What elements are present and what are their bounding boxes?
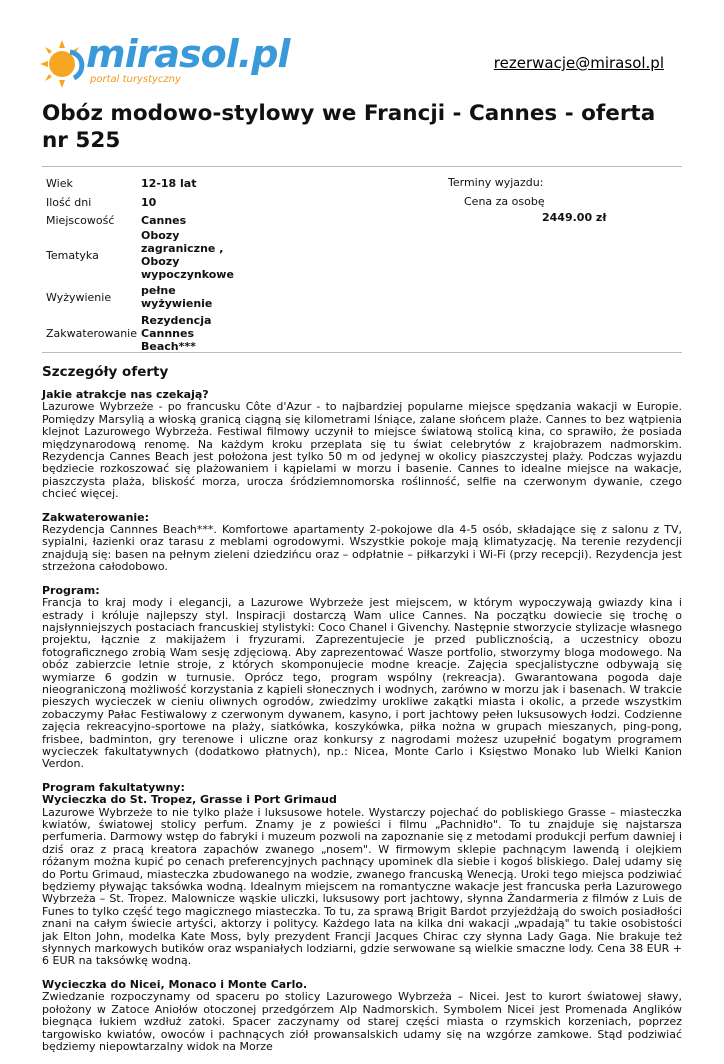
info-key: Zakwaterowanie xyxy=(46,326,138,340)
section-text: Zwiedzanie rozpoczynamy od spaceru po stolicy Lazurowego Wybrzeża – Nicei. Jest to kurort światowej sławy, położony w Zatoce Aniołów otoczonej przedgórzem Alp Nadmorskich. Symbolem Nicei jest Promenada Anglików biegnąca łukiem wzdłuż zatoki. Spacer zaczynamy od starej części miasta o rzymskich korzeniach, poprzez targowisko kwiatów, owoców i pachnących ziół prowansalskich udamy się na wzgórze zamkowe. Stąd podziwiać będziemy niepowtarzalny widok na Morze xyxy=(42,990,682,1053)
logo-text: mirasol.pl xyxy=(86,32,290,76)
section-nice-trip xyxy=(42,979,682,1053)
offer-details xyxy=(42,389,682,1064)
info-key: Wyżywienie xyxy=(46,290,112,304)
section-text: Francja to kraj mody i elegancji, a Lazurowe Wybrzeże jest miejscem, w którym wypoczywają gwiazdy kina i estrady i króluje najlepszy styl. Inspiracji dostarczą Wam ulice Cannes. Na początku dowiecie się trochę o najsłynniejszych postaciach francuskiej stylistyki: Coco Chanel i Givenchy. Następnie stworzycie stylizacje własnego projektu, łącznie z makijażem i fryzurami. Zaprezentujecie je przed publicznością, a uczestnicy obozu fotograficznego zrobią Wam sesję zdjęciową. Aby zaprezentować Wasze portfolio, stworzymy bloga modowego. Na obóz zabierzcie letnie stroje, z których skomponujecie modne kreacje. Zajęcia specjalistyczne odbywają się wymiarze 6 godzin w turnusie. Oprócz tego, program wspólny (rekreacja). Gwarantowana pogoda daje nieograniczoną możliwość korzystania z kąpieli słonecznych i wodnych, zarówno w morzu jak i basenach. W trakcie pieszych wycieczek w cieniu oliwnych ogrodów, zwiedzimy urokliwe zakątki miasta i okolic, a przede wszystkim zobaczymy Pałac Festiwalowy z czerwonym dywanem, kasyno, i port jachtowy pełen luksusowych łodzi. Codzienne zajęcia rekreacyjno-sportowe na plaży, siatkówka, koszykówka, piłka nożna w grupach mieszanych, ping-pong, frisbee, badminton, gry terenowe i uliczne oraz konkursy z nagrodami możesz uzupełnić bogatym programem wycieczek fakultatywnych (dodatkowo płatnych), np.: Nicea, Monte Carlo i Księstwo Monako lub Wielki Kanion Verdon. xyxy=(42,596,682,771)
section-heading: Wycieczka do Nicei, Monaco i Monte Carlo. xyxy=(42,977,308,991)
info-row-accommodation xyxy=(44,312,236,354)
info-row-food xyxy=(44,282,236,312)
info-key: Ilość dni xyxy=(46,196,92,209)
divider-middle xyxy=(42,352,682,353)
mirasol-logo[interactable] xyxy=(40,32,290,92)
info-key: Wiek xyxy=(46,177,73,190)
section-attractions xyxy=(42,389,682,501)
info-value: 10 xyxy=(141,196,157,209)
header xyxy=(40,32,680,96)
section-optional-program xyxy=(42,782,682,968)
section-text: Rezydencja Cannnes Beach***. Komfortowe apartamenty 2-pokojowe dla 4-5 osób, składające się z salonu z TV, sypialni, łazienki oraz tarasu z meblami ogrodowymi. Wszystkie pokoje mają klimatyzację. Na terenie rezydencji znajdują się: basen na pełnym zieleni dziedzińcu oraz – odpłatnie – piłkarzyki i Wi-Fi (przy recepcji). Rezydencja jest strzeżona całodobowo. xyxy=(42,523,682,574)
info-value: Rezydencja Cannnes Beach*** xyxy=(141,313,212,353)
info-row-place xyxy=(44,212,236,228)
info-value: 12-18 lat xyxy=(141,177,197,190)
price-value: 2449.00 zł xyxy=(542,211,607,224)
section-heading: Program fakultatywny: Wycieczka do St. Tropez, Grasse i Port Grimaud xyxy=(42,780,337,807)
sun-logo-icon xyxy=(40,38,92,90)
page-title: Obóz modowo-stylowy we Francji - Cannes - oferta nr 525 xyxy=(42,101,656,153)
info-key: Miejscowość xyxy=(46,213,115,227)
offer-info-table xyxy=(44,174,236,354)
section-heading: Jakie atrakcje nas czekają? xyxy=(42,388,209,401)
email-link[interactable]: rezerwacje@mirasol.pl xyxy=(493,54,664,72)
logo-tagline: portal turystyczny xyxy=(90,74,181,85)
terms-label: Terminy wyjazdu: xyxy=(448,176,544,189)
info-row-theme xyxy=(44,228,236,282)
info-value: pełne wyżywienie xyxy=(141,284,213,310)
section-heading: Program: xyxy=(42,583,100,597)
section-heading: Zakwaterowanie: xyxy=(42,510,150,524)
info-key: Tematyka xyxy=(46,248,99,262)
divider-top xyxy=(42,166,682,167)
info-value: Cannes xyxy=(141,213,187,227)
section-accommodation xyxy=(42,512,682,574)
section-program xyxy=(42,585,682,771)
section-text: Lazurowe Wybrzeże to nie tylko plaże i luksusowe hotele. Wystarczy pojechać do pobliskiego Grasse – miasteczka kwiatów, światowej stolicy perfum. Znamy je z powieści i filmu „Pachnidło". To tu znajduje się najstarsza perfumeria. Darmowy wstęp do fabryki i muzeum pozwoli na zapoznanie się z metodami produkcji perfum dawniej i dziś oraz z pracą kreatora zapachów zwanego „nosem". W firmowym sklepie pachnącym lawendą i olejkiem różanym można kupić po cenach preferencyjnych pachnący upominek dla siebie i kogoś bliskiego. Dalej udamy się do Portu Grimaud, miasteczka zbudowanego na wodzie, zwanego francuską Wenecją. Uroki tego miejsca podziwiać będziemy pływając taksówka wodną. Idealnym miejscem na romantyczne wakacje jest francuska perła Lazurowego Wybrzeża – St. Tropez. Malownicze wąskie uliczki, luksusowy port jachtowy, słynna Żandarmeria z filmów z Luis de Funes to tylko część tego magicznego miasteczka. To tu, za sprawą Brigit Bardot przyjeżdżają do swoich posiadłości znani na całym świecie artyści, aktorzy i politycy. Każdego lata na kilka dni wakacji „wpadają" tu takie osobistości jak Elton John, modelka Kate Moss, byly prezydent Francji Jacques Chirac czy słynna Lady Gaga. Nie brakuje też słynnych markowych butików oraz wspaniałych lodziarni, gdzie serwowane są wielkie smaczne lody. Cena 38 EUR + 6 EUR na taksówkę wodną. xyxy=(42,805,682,968)
info-value: Obozy zagraniczne , Obozy wypoczynkowe xyxy=(141,229,234,281)
details-title: Szczegóły oferty xyxy=(42,364,169,380)
price-label: Cena za osobę xyxy=(464,195,545,208)
info-row-days xyxy=(44,193,236,212)
info-row-age xyxy=(44,174,236,193)
section-text: Lazurowe Wybrzeże - po francusku Côte d'Azur - to najbardziej popularne miejsce spędzania wakacji w Europie. Pomiędzy Marsylią a włoską granicą ciągną się kilometrami lśniące, zalane słońcem plaże. Cannes to bez wątpienia klejnot Lazurowego Wybrzeża. Festiwal filmowy uczynił to miejsce światową stolicą kina, co sprawiło, że posiada międzynarodową renomę. Na każdym kroku przeplata się tu świat celebrytów z krajobrazem nadmorskim. Rezydencja Cannes Beach jest położona jest tylko 50 m od jedynej w okolicy piaszczystej plaży. Podczas wyjazdu będziecie rozkoszować się plażowaniem i kąpielami w morzu i basenie. Cannes to idealne miejsce na wakacje, piaszczysta plaża, bliskość morza, urocza śródziemnomorska roślinność, selfie na czerwonym dywanie, czego chcieć więcej. xyxy=(42,400,682,501)
